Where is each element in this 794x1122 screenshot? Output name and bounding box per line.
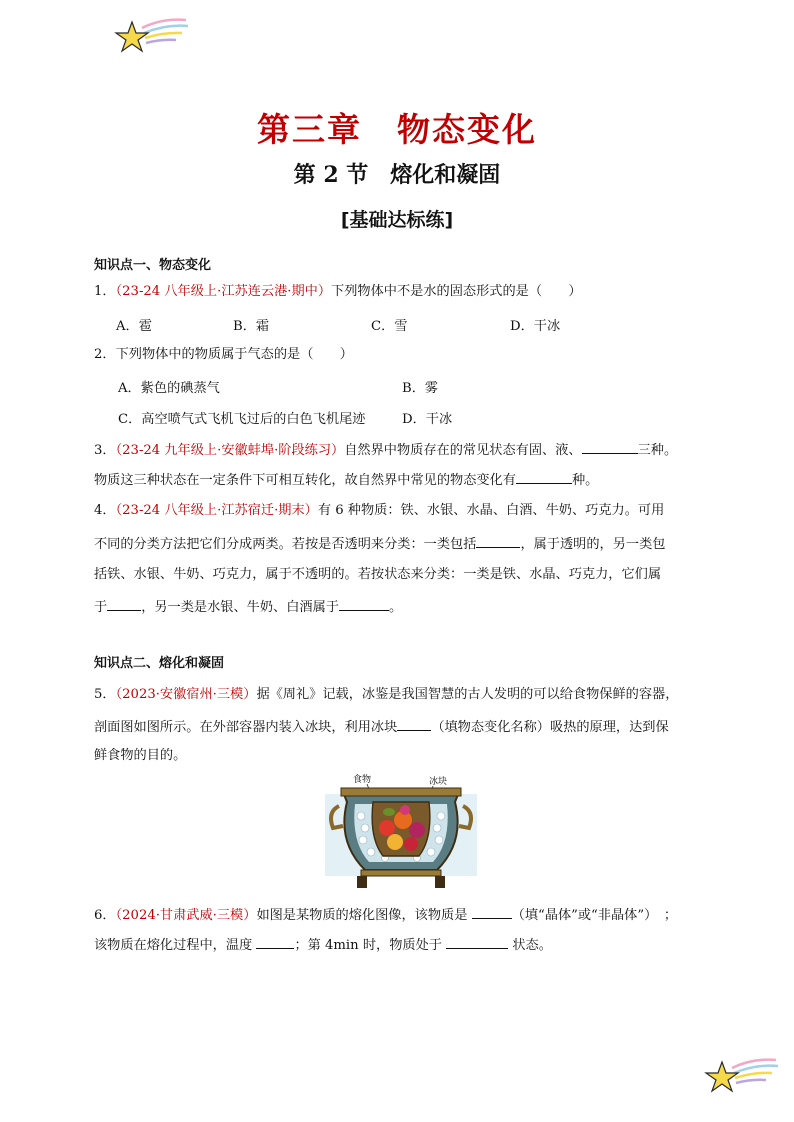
figure-label-ice: 冰块: [429, 777, 448, 787]
question-text: （填物态变化名称）吸热的原理，达到保: [431, 720, 669, 735]
question-5: [94, 685, 706, 705]
question-number: 1．: [94, 284, 116, 299]
question-text: ，属于透明的，另一类包: [520, 537, 666, 552]
question-source: （23-24 八年级上·江苏连云港·期中）: [115, 284, 332, 299]
question-6: [94, 904, 706, 926]
question-5-cont: [94, 716, 706, 738]
question-number: 6．: [94, 908, 116, 923]
question-text: 物质这三种状态在一定条件下可相互转化，故自然界中常见的物态变化有: [94, 473, 516, 488]
question-text: 自然界中物质存在的常见状态有固、液、: [344, 443, 582, 458]
question-text: 括铁、水银、牛奶、巧克力，属于不透明的。若按状态来分类：一类是铁、水晶、巧克力，它们属: [94, 567, 662, 582]
knowledge-point-heading: 知识点一、物态变化: [94, 258, 212, 273]
question-2: [94, 345, 706, 365]
question-5-cont: [94, 746, 706, 766]
question-4: [94, 501, 706, 521]
option-c: C．高空喷气式飞机飞过后的白色飞机尾迹: [118, 412, 366, 427]
answer-blank[interactable]: [582, 439, 638, 454]
ice-box-diagram: [325, 772, 477, 890]
ice-box-figure: [325, 772, 477, 894]
section-title: 第 2 节 熔化和凝固: [293, 162, 501, 188]
question-text: 不同的分类方法把它们分成两类。若按是否透明来分类：一类包括: [94, 537, 477, 552]
option-b: B．雾: [402, 381, 439, 396]
answer-blank[interactable]: [516, 469, 572, 484]
answer-blank[interactable]: [472, 904, 512, 919]
option-d: D．干冰: [510, 319, 561, 334]
option-b: B．霜: [233, 319, 270, 334]
question-text: ；第 4min 时，物质处于: [294, 938, 447, 953]
knowledge-point-heading: 知识点二、熔化和凝固: [94, 656, 225, 671]
question-4-cont: [94, 533, 706, 555]
question-text: 种。: [572, 473, 599, 488]
option-c: C．雪: [371, 319, 408, 334]
answer-blank[interactable]: [107, 596, 141, 611]
question-number: 5．: [94, 687, 116, 702]
question-stem: 下列物体中的物质属于气态的是（ ）: [115, 347, 353, 362]
question-text: 。: [389, 600, 403, 615]
shooting-star-icon: [702, 1054, 782, 1098]
answer-blank[interactable]: [256, 934, 294, 949]
question-source: （23-24 八年级上·江苏宿迁·期末）: [115, 503, 318, 518]
question-text: 该物质在熔化过程中，温度: [94, 938, 257, 953]
question-text: ，另一类是水银、牛奶、白酒属于: [141, 600, 339, 615]
chapter-title: 第三章 物态变化: [257, 110, 537, 149]
question-text: 据《周礼》记载，冰鉴是我国智慧的古人发明的可以给食物保鲜的容器，: [256, 687, 679, 702]
answer-blank[interactable]: [397, 716, 431, 731]
option-a: A．雹: [116, 319, 152, 334]
option-d: D．干冰: [402, 412, 453, 427]
question-source: （23-24 九年级上·安徽蚌埠·阶段练习）: [115, 443, 345, 458]
figure-label-food: 食物: [353, 775, 372, 785]
question-text: 剖面图如图所示。在外部容器内装入冰块，利用冰块: [94, 720, 398, 735]
question-text: 于: [94, 600, 108, 615]
question-4-cont: [94, 565, 706, 585]
question-3: [94, 439, 706, 461]
question-source: （2023·安徽宿州·三模）: [115, 687, 257, 702]
question-4-cont: [94, 596, 706, 618]
question-text: 鲜食物的目的。: [94, 748, 187, 763]
question-6-cont: [94, 934, 706, 956]
question-number: 4．: [94, 503, 116, 518]
shooting-star-icon: [112, 14, 192, 58]
answer-blank[interactable]: [446, 934, 508, 949]
question-number: 2．: [94, 347, 116, 362]
question-text: 状态。: [508, 938, 552, 953]
question-text: 三种。: [637, 443, 678, 458]
question-text: （填“晶体”或“非晶体”） ；: [511, 908, 678, 923]
answer-blank[interactable]: [339, 596, 389, 611]
question-1: [94, 282, 706, 302]
question-stem: 下列物体中不是水的固态形式的是（ ）: [331, 284, 582, 299]
question-3-cont: [94, 469, 706, 491]
practice-title: [基础达标练]: [340, 209, 454, 231]
question-text: 有 6 种物质：铁、水银、水晶、白酒、牛奶、巧克力。可用: [317, 503, 665, 518]
answer-blank[interactable]: [476, 533, 520, 548]
question-source: （2024·甘肃武威·三模）: [115, 908, 257, 923]
option-a: A．紫色的碘蒸气: [118, 381, 220, 396]
question-number: 3．: [94, 443, 116, 458]
question-text: 如图是某物质的熔化图像，该物质是: [256, 908, 472, 923]
